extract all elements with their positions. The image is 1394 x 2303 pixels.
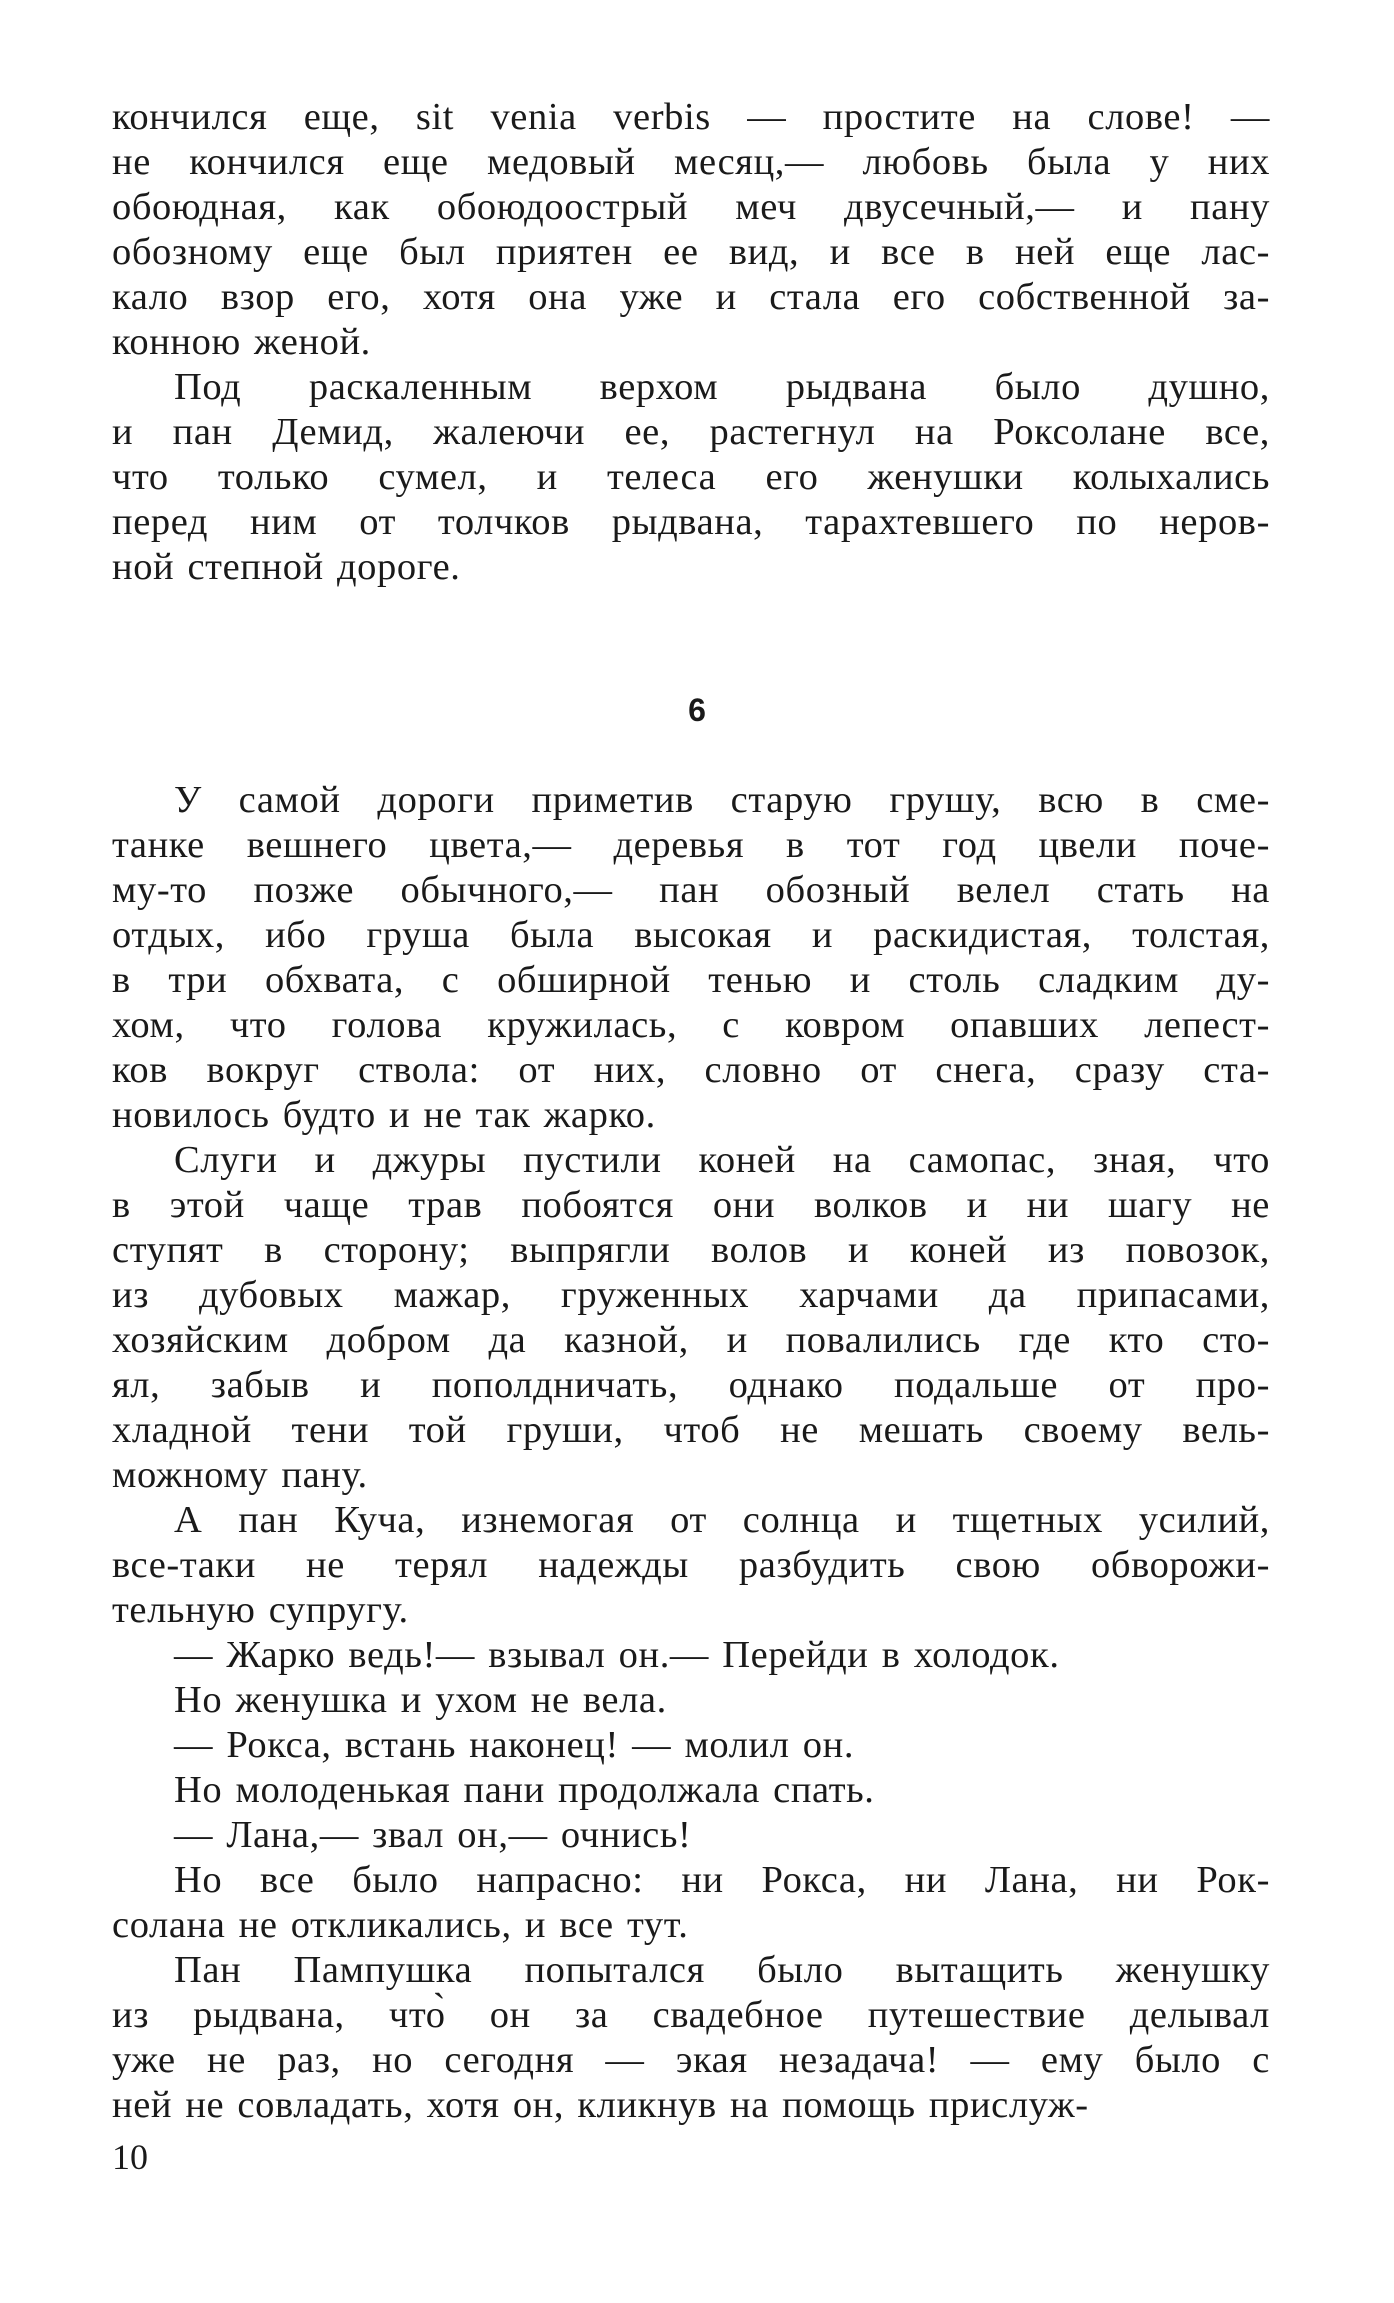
paragraph	[112, 1768, 1270, 1813]
text-block-top	[112, 95, 1270, 590]
text-line: Слуги и джуры пустили коней на самопас, зная, что	[174, 1139, 1270, 1181]
text-line: новилось будто и не так жарко.	[112, 1094, 656, 1136]
text-line: ней не совладать, хотя он, кликнув на помощь прислуж-	[112, 2084, 1089, 2126]
text-line: обоюдная, как обоюдоострый меч двусечный,— и пану	[112, 186, 1270, 228]
paragraph	[112, 365, 1270, 590]
text-line: из рыдвана, что̀ он за свадебное путешествие делывал	[112, 1994, 1270, 2036]
text-line: отдых, ибо груша была высокая и раскидистая, толстая,	[112, 914, 1270, 956]
text-line: А пан Куча, изнемогая от солнца и тщетных усилий,	[174, 1499, 1270, 1541]
text-line: хозяйским добром да казной, и повалились где кто сто-	[112, 1319, 1270, 1361]
text-line: в три обхвата, с обширной тенью и столь сладким ду-	[112, 959, 1270, 1001]
text-block-bottom	[112, 778, 1270, 2128]
text-line: му-то позже обычного,— пан обозный велел стать на	[112, 869, 1270, 911]
paragraph	[112, 778, 1270, 1138]
text-line: солана не откликались, и все тут.	[112, 1904, 689, 1946]
text-line: ной степной дороге.	[112, 546, 461, 588]
text-line: Но все было напрасно: ни Рокса, ни Лана, ни Рок-	[174, 1859, 1270, 1901]
text-line: ступят в сторону; выпрягли волов и коней из повозок,	[112, 1229, 1270, 1271]
page-number: 10	[112, 2137, 148, 2177]
text-line: что только сумел, и телеса его женушки колыхались	[112, 456, 1270, 498]
section-number: 6	[688, 692, 706, 728]
text-line: кончился еще, sit venia verbis — простите на слове! —	[112, 96, 1270, 138]
text-line: не кончился еще медовый месяц,— любовь была у них	[112, 141, 1270, 183]
text-line: — Рокса, встань наконец! — молил он.	[174, 1724, 855, 1766]
text-line: хладной тени той груши, чтоб не мешать своему вель-	[112, 1409, 1270, 1451]
text-line: конною женой.	[112, 321, 371, 363]
text-line: в этой чаще трав побоятся они волков и ни шагу не	[112, 1184, 1270, 1226]
text-line: кало взор его, хотя она уже и стала его собственной за-	[112, 276, 1270, 318]
text-line: ков вокруг ствола: от них, словно от снега, сразу ста-	[112, 1049, 1270, 1091]
text-line: перед ним от толчков рыдвана, тарахтевшего по неров-	[112, 501, 1270, 543]
text-line: — Жарко ведь!— взывал он.— Перейди в холодок.	[174, 1634, 1060, 1676]
text-line: ял, забыв и пополдничать, однако подальше от про-	[112, 1364, 1270, 1406]
text-line: — Лана,— звал он,— очнись!	[174, 1814, 692, 1856]
text-line: можному пану.	[112, 1454, 368, 1496]
text-line: уже не раз, но сегодня — экая незадача! — ему было с	[112, 2039, 1270, 2081]
paragraph	[112, 1138, 1270, 1498]
text-line: из дубовых мажар, груженных харчами да припасами,	[112, 1274, 1270, 1316]
text-line: все-таки не терял надежды разбудить свою обворожи-	[112, 1544, 1270, 1586]
text-line: обозному еще был приятен ее вид, и все в ней еще лас-	[112, 231, 1270, 273]
text-line: Под раскаленным верхом рыдвана было душно,	[174, 366, 1270, 408]
text-line: хом, что голова кружилась, с ковром опавших лепест-	[112, 1004, 1270, 1046]
text-line: Пан Пампушка попытался было вытащить женушку	[174, 1949, 1270, 1991]
text-line: Но женушка и ухом не вела.	[174, 1679, 667, 1721]
paragraph	[112, 95, 1270, 365]
text-line: танке вешнего цвета,— деревья в тот год цвели поче-	[112, 824, 1270, 866]
paragraph	[112, 1723, 1270, 1768]
paragraph	[112, 1633, 1270, 1678]
paragraph	[112, 1813, 1270, 1858]
paragraph	[112, 1858, 1270, 1948]
text-line: и пан Демид, жалеючи ее, растегнул на Роксолане все,	[112, 411, 1270, 453]
text-line: Но молоденькая пани продолжала спать.	[174, 1769, 875, 1811]
text-line: У самой дороги приметив старую грушу, всю в сме-	[174, 779, 1270, 821]
paragraph	[112, 1948, 1270, 2128]
paragraph	[112, 1678, 1270, 1723]
paragraph	[112, 1498, 1270, 1633]
text-line: тельную супругу.	[112, 1589, 409, 1631]
